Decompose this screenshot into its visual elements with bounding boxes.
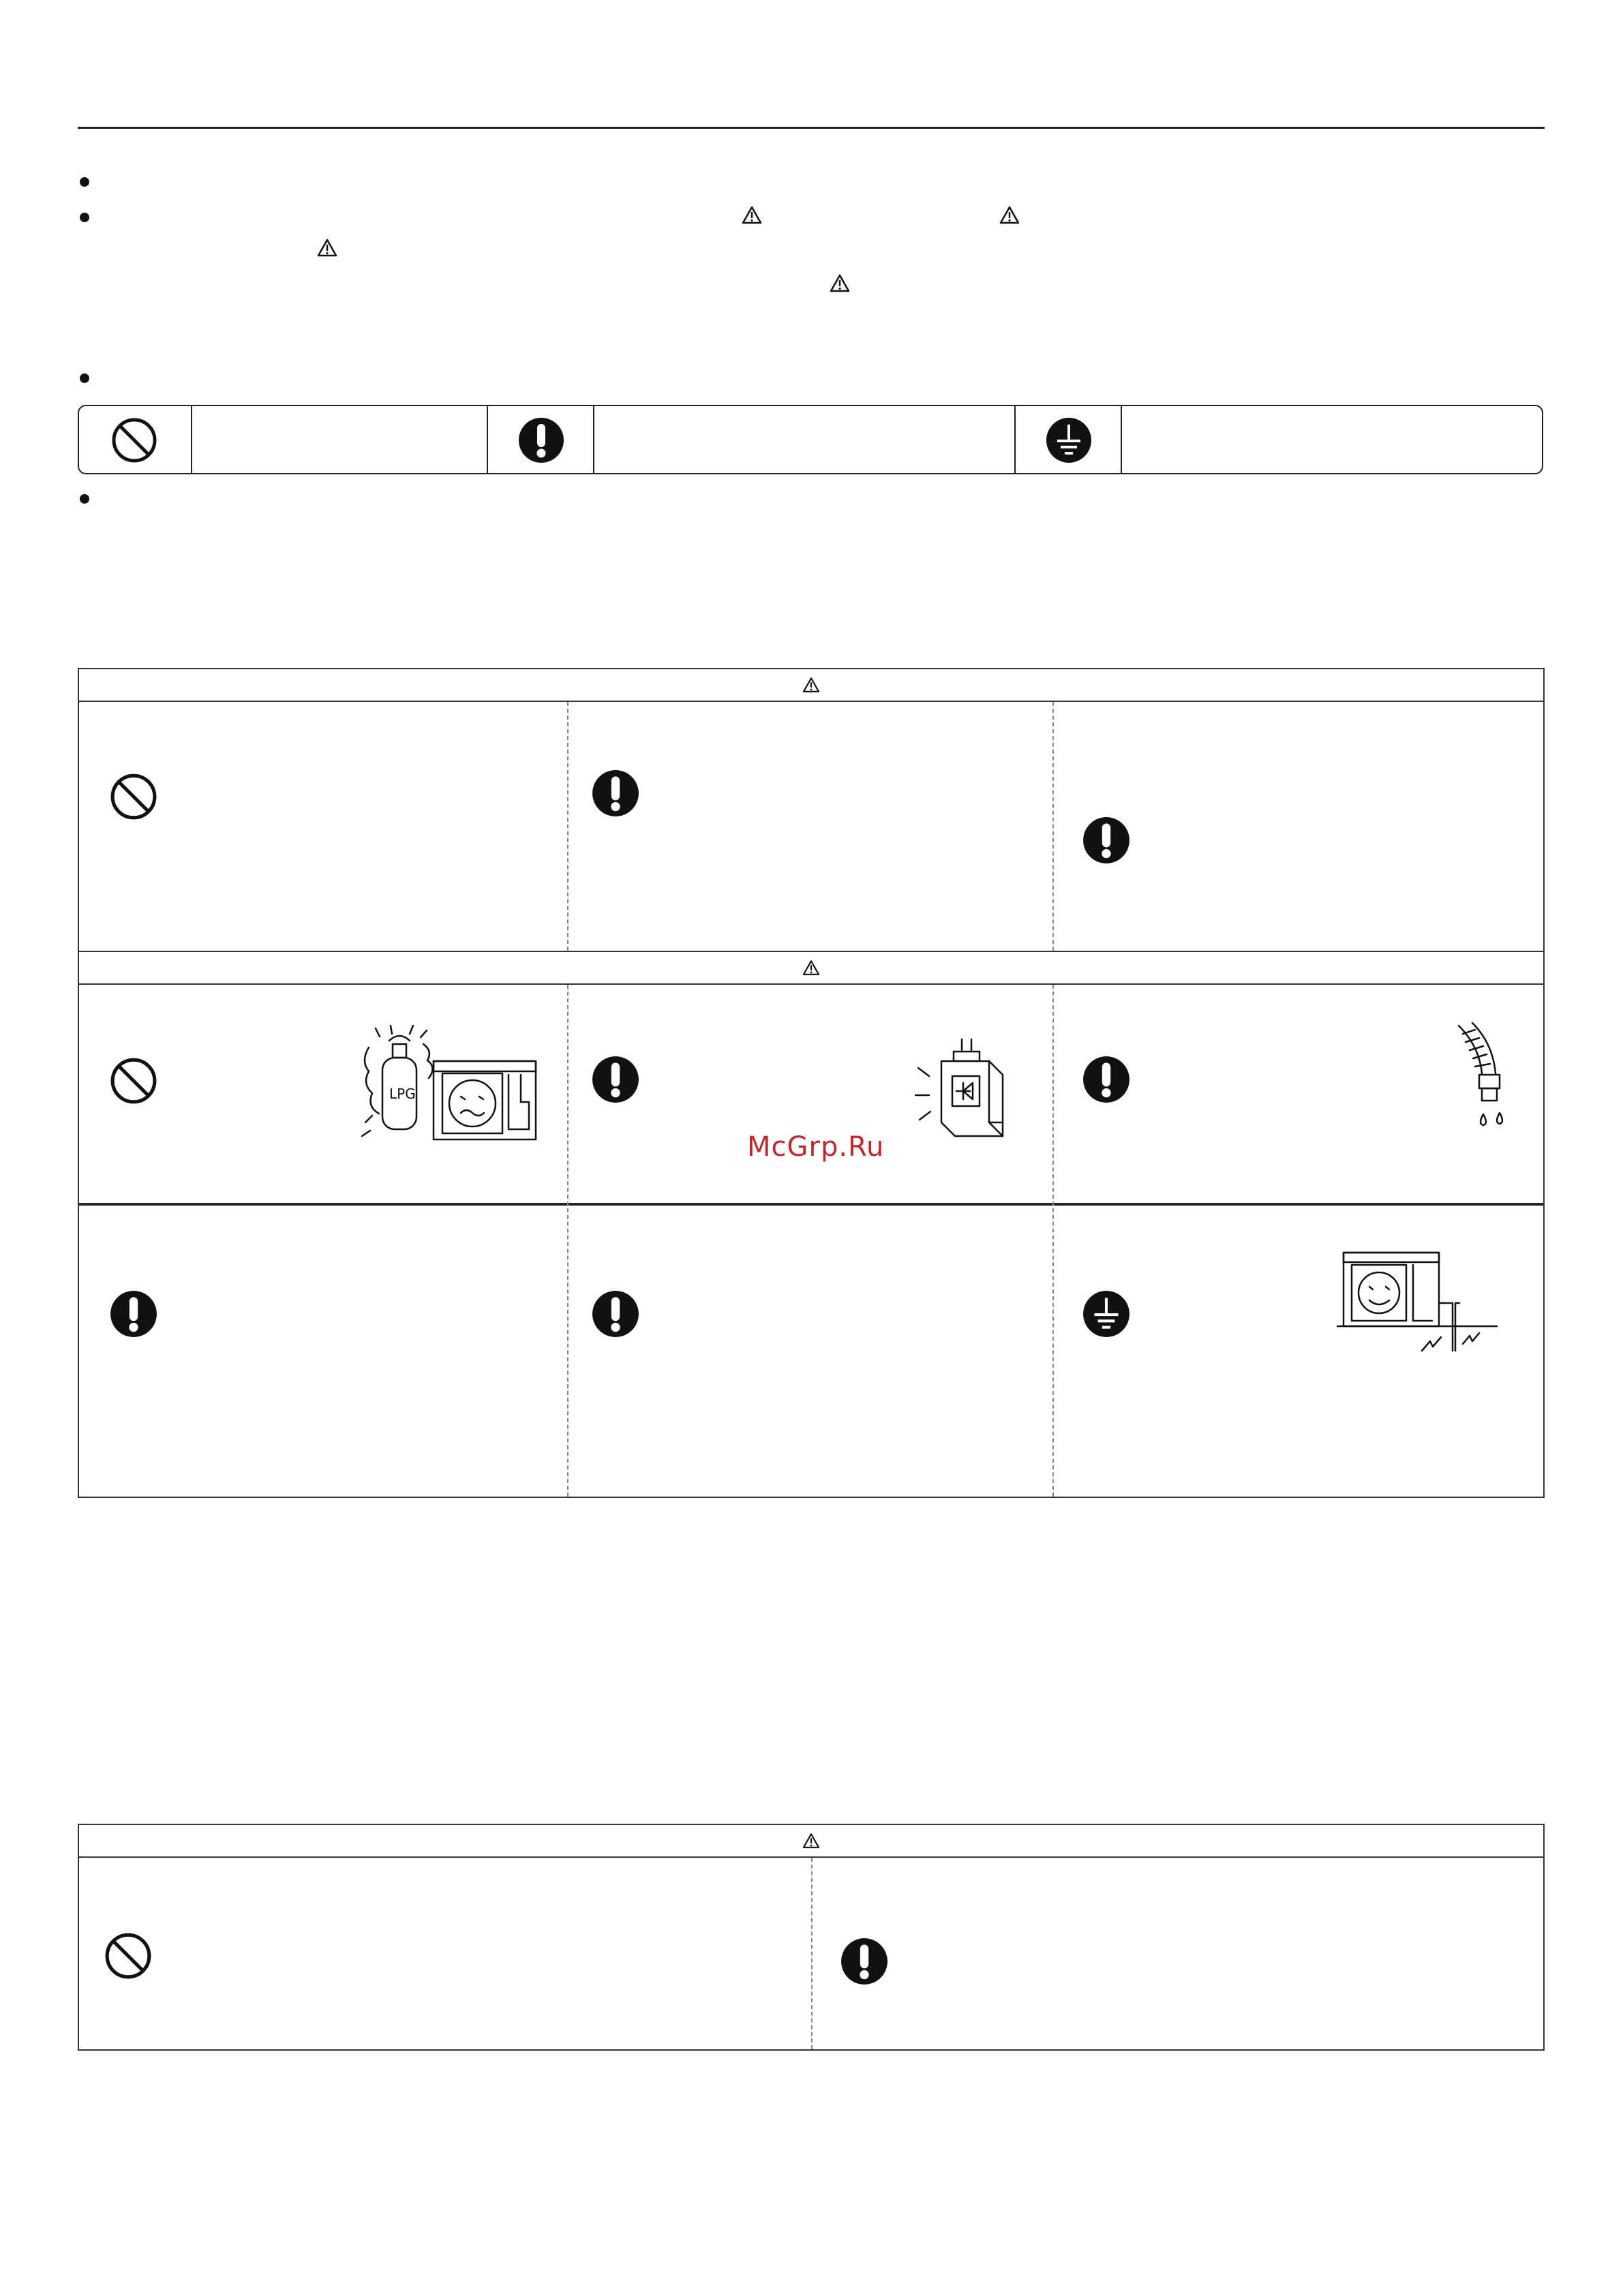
warning-triangle-icon	[802, 960, 820, 976]
legend-text-cell	[192, 406, 488, 473]
exclamation-icon	[109, 1289, 158, 1338]
warning-triangle-icon	[802, 1833, 820, 1849]
warning-triangle-icon	[999, 206, 1020, 224]
column-divider	[811, 1858, 813, 2049]
prohibited-icon	[110, 416, 158, 464]
legend-icon-cell	[1016, 406, 1122, 473]
caution-header	[79, 1825, 1543, 1858]
exclamation-icon	[1082, 1055, 1131, 1104]
caution-header	[79, 952, 1543, 985]
ground-icon	[1082, 1289, 1131, 1338]
legend-icon-cell	[79, 406, 192, 473]
warning-triangle-icon	[317, 239, 337, 257]
ground-icon	[1045, 416, 1093, 464]
column-divider	[1052, 985, 1054, 1497]
bullet	[80, 373, 89, 383]
warning-table	[78, 668, 1545, 1498]
prohibited-icon	[109, 1056, 158, 1105]
drain-hose-illustration	[1449, 1020, 1524, 1143]
warning-triangle-icon	[742, 206, 762, 224]
watermark: McGrp.Ru	[747, 1131, 885, 1163]
bullet	[80, 213, 89, 222]
bullet	[80, 494, 89, 504]
exclamation-icon	[1082, 816, 1131, 865]
exclamation-icon	[591, 1289, 640, 1338]
prohibited-icon	[104, 1931, 153, 1980]
exclamation-icon	[517, 416, 565, 464]
warning-triangle-icon	[830, 274, 850, 292]
header-rule	[78, 127, 1545, 129]
exclamation-icon	[591, 1055, 640, 1104]
svg-text:LPG: LPG	[389, 1086, 416, 1102]
earthing-illustration	[1337, 1249, 1507, 1358]
exclamation-icon	[840, 1937, 889, 1986]
symbol-legend	[78, 405, 1543, 474]
column-divider	[567, 985, 568, 1497]
row-divider	[79, 1203, 1543, 1206]
prohibited-icon	[109, 772, 158, 821]
bullet	[80, 177, 89, 187]
warning-triangle-icon	[802, 677, 820, 693]
exclamation-icon	[591, 769, 640, 818]
legend-icon-cell	[488, 406, 594, 473]
legend-text-cell	[594, 406, 1016, 473]
lpg-cylinder-illustration	[355, 1020, 546, 1143]
column-divider	[1052, 702, 1054, 951]
circuit-breaker-illustration	[914, 1034, 1037, 1143]
legend-text-cell	[1122, 406, 1542, 473]
column-divider	[567, 702, 568, 951]
caution-table	[78, 1824, 1545, 2051]
warning-header	[79, 669, 1543, 702]
